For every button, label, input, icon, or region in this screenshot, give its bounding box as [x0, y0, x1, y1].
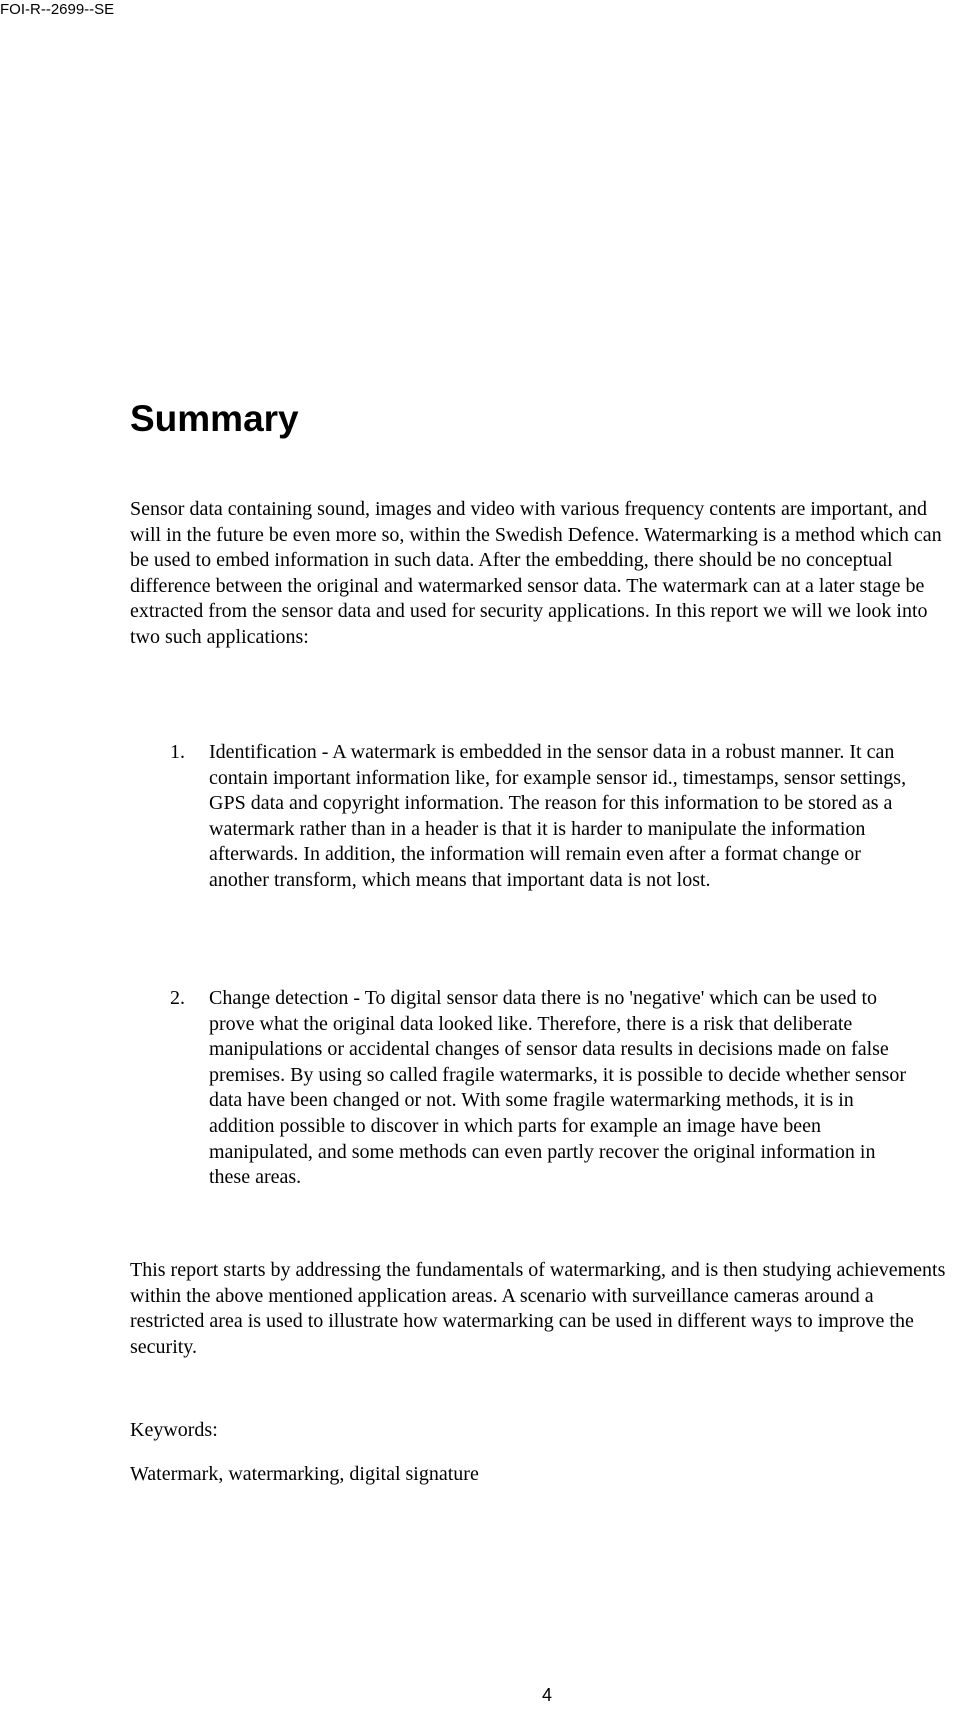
- list-item-change-detection: [170, 986, 910, 1191]
- page-title: Summary: [130, 398, 299, 439]
- document-id: FOI-R--2699--SE: [0, 1, 115, 18]
- keywords-list: Watermark, watermarking, digital signature: [130, 1463, 479, 1485]
- page-number: 4: [542, 1685, 553, 1705]
- list-item-text: Change detection - To digital sensor data there is no 'negative' which can be used to prove what the original data looked like. Therefore, there is a risk that deliberate manipulations or accidental changes of sensor data results in decisions made on false premises. By using so called fragile watermarks, it is possible to decide whether sensor data have been changed or not. With some fragile watermarking methods, it is in addition possible to discover in which parts for example an image have been manipulated, and some methods can even partly recover the original information in these areas.: [209, 987, 907, 1189]
- summary-intro-paragraph: Sensor data containing sound, images and video with various frequency contents are important, and will in the future be even more so, within the Swedish Defence. Watermarking is a method which can be used to embed information in such data. After the embedding, there should be no conceptual difference between the original and watermarked sensor data. The watermark can at a later stage be extracted from the sensor data and used for security applications. In this report we will we look into two such applications:: [130, 498, 942, 648]
- summary-closing-paragraph: This report starts by addressing the fundamentals of watermarking, and is then studying achievements within the above mentioned application areas. A scenario with surveillance cameras around a restricted area is used to illustrate how watermarking can be used in different ways to improve the security.: [130, 1259, 946, 1358]
- list-item-number: 2.: [170, 987, 185, 1009]
- keywords-label: Keywords:: [130, 1419, 218, 1441]
- list-item-text: Identification - A watermark is embedded in the sensor data in a robust manner. It can contain important information like, for example sensor id., timestamps, sensor settings, GPS data and copyright information. The reason for this information to be stored as a watermark rather than in a header is that it is harder to manipulate the information afterwards. In addition, the information will remain even after a format change or another transform, which means that important data is not lost.: [209, 741, 907, 891]
- list-item-number: 1.: [170, 741, 185, 763]
- list-item-identification: [170, 740, 910, 894]
